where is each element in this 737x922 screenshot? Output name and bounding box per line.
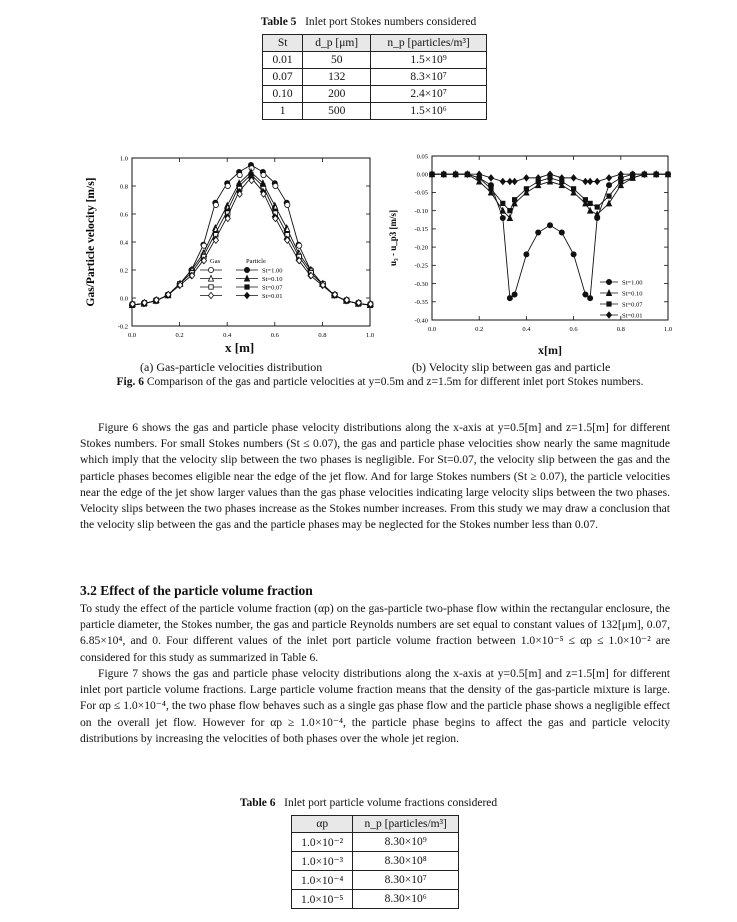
- x-tick-label: 1.0: [365, 332, 375, 339]
- table-row: [263, 103, 487, 120]
- table-row: [263, 52, 487, 69]
- table5-body: [263, 52, 487, 120]
- table-cell: 0.10: [263, 86, 303, 103]
- table-cell: 1.0×10⁻⁴: [292, 871, 353, 890]
- table-cell: 1.0×10⁻⁵: [292, 890, 353, 909]
- data-point: [524, 175, 529, 181]
- gas-data-point: [261, 172, 266, 177]
- data-point: [571, 252, 576, 257]
- table-cell: 8.30×10⁷: [353, 871, 459, 890]
- legend-entry: St=0.01: [262, 292, 283, 300]
- data-point: [489, 187, 493, 191]
- table-row: [292, 852, 459, 871]
- x-tick-label: 0.0: [427, 326, 437, 333]
- legend-marker-gas: [208, 292, 213, 298]
- table-cell: 0.07: [263, 69, 303, 86]
- legend-entry: St=0.10: [262, 275, 283, 283]
- paragraph-volume-fraction-setup: To study the effect of the particle volume fraction (αp) on the gas-particle two-phase flow within the rectangular enclosure, the particle diameter, the Stokes number, the gas and particle Reynolds numbers are set equal to constant values of 132[μm], 0.07, 6.85×10⁴, and 0. Four different values of the inlet port particle volume fraction between 1.0×10⁻⁵ ≤ αp ≤ 1.0×10⁻² are considered for this study as summarized in Table 6.: [80, 602, 670, 664]
- data-point: [500, 215, 505, 220]
- data-point: [501, 201, 505, 205]
- x-tick-label: 0.6: [569, 326, 578, 333]
- table-cell: 1.5×10⁶: [371, 103, 487, 120]
- y-tick-label: 1.0: [119, 155, 128, 163]
- data-point: [595, 205, 599, 209]
- table-cell: 8.30×10⁶: [353, 890, 459, 909]
- chart-a-xlabel: x [m]: [225, 340, 255, 355]
- data-point: [559, 230, 564, 235]
- y-tick-label: -0.05: [414, 189, 428, 197]
- table6-caption: [0, 797, 737, 809]
- data-point: [508, 208, 512, 212]
- table-cell: 0.01: [263, 52, 303, 69]
- table6-label: Table 6: [239, 797, 276, 809]
- table-cell: 1.0×10⁻²: [292, 833, 353, 852]
- data-point: [512, 292, 517, 297]
- table5-header-0: St: [263, 35, 303, 52]
- table-cell: 50: [303, 52, 371, 69]
- legend-entry: St=0.01: [622, 312, 643, 320]
- table-row: [292, 890, 459, 909]
- data-point: [507, 296, 512, 301]
- table-row: [263, 86, 487, 103]
- series-line: [132, 175, 370, 305]
- table6-header-1: n_p [particles/m³]: [353, 816, 459, 833]
- data-point: [607, 194, 611, 198]
- x-tick-label: 0.8: [616, 326, 625, 333]
- table-cell: 1.0×10⁻³: [292, 852, 353, 871]
- fig6-label: Fig. 6: [116, 376, 144, 388]
- data-point: [606, 175, 611, 181]
- table5-title: Inlet port Stokes numbers considered: [305, 16, 477, 28]
- data-point: [619, 179, 623, 183]
- table-row: [263, 69, 487, 86]
- y-tick-label: 0.6: [119, 211, 128, 219]
- y-tick-label: -0.15: [414, 226, 428, 234]
- table-cell: 132: [303, 69, 371, 86]
- data-point: [524, 187, 528, 191]
- series-line: [132, 172, 370, 305]
- chart-b-xlabel: x[m]: [538, 343, 562, 357]
- gas-data-point: [273, 183, 278, 188]
- data-point: [588, 296, 593, 301]
- legend-header-particle: Particle: [246, 258, 266, 265]
- chart-velocity-slip: [390, 150, 680, 360]
- data-point: [536, 230, 541, 235]
- legend-marker-gas: [209, 285, 213, 289]
- series-line: [132, 165, 370, 305]
- y-tick-label: -0.30: [414, 280, 428, 288]
- table-cell: 1: [263, 103, 303, 120]
- section-title: 3.2 Effect of the particle volume fraction: [80, 583, 313, 598]
- legend-entry: St=1.00: [262, 267, 283, 275]
- x-tick-label: 0.8: [318, 332, 327, 339]
- x-tick-label: 1.0: [663, 326, 673, 333]
- x-tick-label: 0.2: [175, 332, 184, 339]
- data-point: [524, 252, 529, 257]
- gas-data-point: [225, 183, 230, 188]
- table-cell: 500: [303, 103, 371, 120]
- legend-marker-particle: [244, 292, 249, 298]
- legend-header-gas: Gas: [210, 258, 221, 265]
- legend-marker-gas: [208, 267, 213, 272]
- data-point: [583, 198, 587, 202]
- y-tick-label: 0.2: [119, 267, 128, 275]
- legend-marker-particle: [244, 267, 249, 272]
- table5-caption: [0, 16, 737, 28]
- y-tick-label: -0.40: [414, 317, 428, 325]
- legend-entry: St=1.00: [622, 279, 643, 287]
- legend-marker: [606, 279, 611, 284]
- fig6-text: Comparison of the gas and particle velocities at y=0.5m and z=1.5m for different inlet port Stokes numbers.: [146, 376, 644, 388]
- legend-entry: St=0.10: [622, 290, 643, 298]
- table5-header-row: [263, 35, 487, 52]
- x-tick-label: 0.4: [522, 326, 531, 333]
- x-tick-label: 0.4: [223, 332, 232, 339]
- table6-body: [292, 833, 459, 909]
- table-row: [292, 833, 459, 852]
- data-point: [571, 187, 575, 191]
- y-tick-label: 0.05: [416, 153, 428, 161]
- legend-entry: St=0.07: [262, 284, 283, 292]
- legend-marker: [606, 312, 611, 318]
- y-axis-label: u₃ - u_p3 [m/s]: [388, 210, 398, 266]
- data-point: [588, 201, 592, 205]
- data-point: [583, 292, 588, 297]
- table-cell: 8.3×10⁷: [371, 69, 487, 86]
- data-point: [595, 178, 600, 184]
- data-point: [571, 175, 576, 181]
- gas-data-point: [237, 172, 242, 177]
- paragraph-fig6-discussion: Figure 6 shows the gas and particle phase velocity distributions along the x-axis at y=0.5[m] and z=1.5[m] for different Stokes numbers. For small Stokes numbers (St ≤ 0.07), the gas and particle phase velocities show nearly the same magnitude which imply that the velocity slip between the two phases is negligible. For St=0.07, the velocity slip between the gas and the particle phases becomes eligible near the edge of the jet flow. And for large Stokes numbers (St ≥ 0.07), the particle velocities near the edge of the jet show larger values than the gas phase velocities indicating large velocity slips between the two phases. Velocity slips between the two phases increase as the Stokes number increases. From this study we may draw a conclusion that the velocity slip between the gas and the particle phases may be neglected for the Stokes number less than 0.07.: [80, 421, 670, 532]
- legend-entry: St=0.07: [622, 301, 643, 309]
- chart-a-caption: (a) Gas-particle velocities distribution: [140, 360, 323, 374]
- data-point: [500, 178, 505, 184]
- data-point: [488, 175, 493, 181]
- data-point: [606, 183, 611, 188]
- table-cell: 8.30×10⁹: [353, 833, 459, 852]
- paragraph-fig7-discussion: Figure 7 shows the gas and particle phase velocity distributions along the x-axis at y=0.5[m] and z=1.5[m] for different inlet port particle volume fractions. Large particle volume fraction means that the density of the gas-particle mixture is large. For αp ≤ 1.0×10⁻⁴, the two phase flow behaves such as a single gas phase flow and the particle phase shows a negligible effect on the overall jet flow. However for αp ≥ 1.0×10⁻⁴, the particle phase begins to affect the gas and particle velocity distributions by increasing the velocities of both phases over the whole jet region.: [80, 667, 670, 745]
- x-tick-label: 0.0: [127, 332, 137, 339]
- gas-data-point: [213, 202, 218, 207]
- table-cell: 200: [303, 86, 371, 103]
- table5-header-1: d_p [μm]: [303, 35, 371, 52]
- series-line: [132, 178, 370, 305]
- table6-title: Inlet port particle volume fractions considered: [284, 797, 498, 809]
- table5-header-2: n_p [particles/m³]: [371, 35, 487, 52]
- chart-gas-particle-velocity: [80, 150, 380, 360]
- x-tick-label: 0.2: [475, 326, 484, 333]
- table-cell: 1.5×10⁹: [371, 52, 487, 69]
- y-axis-label: Gas/Particle velocity [m/s]: [85, 177, 97, 307]
- table-cell: 2.4×10⁷: [371, 86, 487, 103]
- y-tick-label: 0.4: [119, 239, 128, 247]
- x-tick-label: 0.6: [270, 332, 279, 339]
- table6: [291, 815, 459, 909]
- data-point: [547, 223, 552, 228]
- y-tick-label: -0.25: [414, 262, 428, 270]
- table-cell: 8.30×10⁸: [353, 852, 459, 871]
- legend-marker: [607, 302, 611, 306]
- table5-label: Table 5: [260, 16, 297, 28]
- chart-b-caption: (b) Velocity slip between gas and particle: [412, 360, 611, 374]
- y-tick-label: -0.2: [117, 323, 128, 331]
- y-tick-label: 0.8: [119, 183, 128, 191]
- fig6-caption: [80, 376, 680, 389]
- legend-marker-particle: [245, 285, 249, 289]
- y-tick-label: 0.00: [416, 171, 428, 179]
- gas-data-point: [285, 202, 290, 207]
- y-tick-label: -0.20: [414, 244, 428, 252]
- data-point: [512, 198, 516, 202]
- y-tick-label: 0.0: [119, 295, 128, 303]
- table5: [262, 34, 487, 120]
- data-point: [588, 178, 593, 184]
- table6-header-0: αp: [292, 816, 353, 833]
- table6-header-row: [292, 816, 459, 833]
- gas-data-point: [297, 243, 302, 248]
- y-tick-label: -0.35: [414, 299, 428, 307]
- data-point: [512, 178, 517, 184]
- table-row: [292, 871, 459, 890]
- y-tick-label: -0.10: [414, 207, 428, 215]
